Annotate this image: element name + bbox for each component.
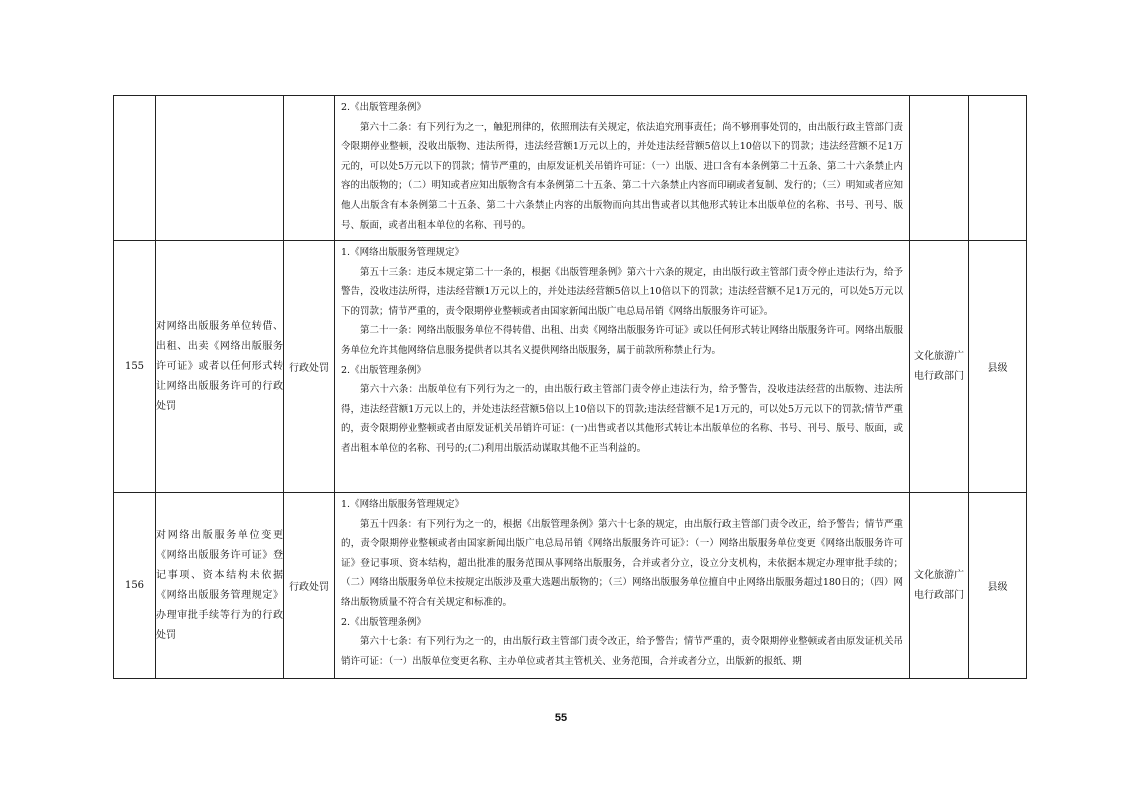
basis-paragraph: 第六十七条：有下列行为之一的，由出版行政主管部门责令改正，给予警告；情节严重的，责令限期停业整顿或者由原发证机关吊销许可证：（一）出版单位变更名称、主办单位或者其主管机关、业务范围，合并或者分立，出版新的报纸、期 [341,636,903,667]
item-name: 对网络出版服务单位变更《网络出版服务许可证》登记事项、资本结构未依据《网络出版服务管理规定》办理审批手续等行为的行政处罚 [156,493,284,679]
penalty-type [284,96,335,241]
level: 县级 [969,493,1027,679]
department: 文化旅游广电行政部门 [910,493,969,679]
legal-basis-cell [335,96,910,241]
basis-paragraph: 第五十三条：违反本规定第二十一条的，根据《出版管理条例》第六十六条的规定，由出版行政主管部门责令停止违法行为，给予警告，没收违法所得，违法经营额1万元以上的，并处违法经营额5倍以上10倍以下的罚款；违法经营额不足1万元的，可以处5万元以下的罚款；情节严重的，责令限期停业整顿或者由国家新闻出版广电总局吊销《网络出版服务许可证》。 [341,266,903,317]
legal-basis-cell [335,241,910,493]
item-name: 对网络出版服务单位转借、出租、出卖《网络出版服务许可证》或者以任何形式转让网络出版服务许可的行政处罚 [156,241,284,493]
regulation-table [113,95,1027,679]
basis-paragraph: 1.《网络出版服务管理规定》 [341,499,465,510]
table-row [114,241,1027,493]
department [910,96,969,241]
basis-paragraph: 第二十一条：网络出版服务单位不得转借、出租、出卖《网络出版服务许可证》或以任何形式转让网络出版服务许可。网络出版服务单位允许其他网络信息服务提供者以其名义提供网络出版服务，属于前款所称禁止行为。 [341,325,903,356]
department: 文化旅游广电行政部门 [910,241,969,493]
basis-paragraph: 2.《出版管理条例》 [341,102,427,113]
penalty-type: 行政处罚 [284,493,335,679]
penalty-type: 行政处罚 [284,241,335,493]
basis-paragraph: 2.《出版管理条例》 [341,616,427,628]
basis-paragraph: 第六十二条：有下列行为之一，触犯刑律的，依照刑法有关规定，依法追究刑事责任；尚不够刑事处罚的，由出版行政主管部门责令限期停业整顿，没收出版物、违法所得，违法经营额1万元以上的，并处违法经营额5倍以上10倍以下的罚款；违法经营额不足1万元的，可以处5万元以下的罚款；情节严重的，由原发证机关吊销许可证：（一）出版、进口含有本条例第二十五条、第二十六条禁止内容的出版物的；（二）明知或者应知出版物含有本条例第二十五条、第二十六条禁止内容而印刷或者复制、发行的；（三）明知或者应知他人出版含有本条例第二十五条、第二十六条禁止内容的出版物而向其出售或者以其他形式转让本出版单位的名称、书号、刊号、版号、版面，或者出租本单位的名称、刊号的。 [341,121,903,231]
row-number: 156 [114,493,156,679]
basis-paragraph: 第五十四条：有下列行为之一的，根据《出版管理条例》第六十七条的规定，由出版行政主管部门责令改正，给予警告；情节严重的，责令限期停业整顿或者由国家新闻出版广电总局吊销《网络出版服务许可证》：（一）网络出版服务单位变更《网络出版服务许可证》登记事项、资本结构，超出批准的服务范围从事网络出版服务，合并或者分立，设立分支机构，未依据本规定办理审批手续的；（二）网络出版服务单位未按规定出版涉及重大选题出版物的；（三）网络出版服务单位擅自中止网络出版服务超过180日的；（四）网络出版物质量不符合有关规定和标准的。 [341,518,903,608]
row-number: 155 [114,241,156,493]
legal-basis-cell [335,493,910,679]
table-row [114,493,1027,679]
basis-paragraph: 2.《出版管理条例》 [341,364,427,376]
basis-paragraph: 1.《网络出版服务管理规定》 [341,247,465,258]
table-row [114,96,1027,241]
page-number: 55 [554,712,568,724]
basis-paragraph: 第六十六条：出版单位有下列行为之一的，由出版行政主管部门责令停止违法行为，给予警告，没收违法经营的出版物、违法所得，违法经营额1万元以上的，并处违法经营额5倍以上10倍以下的罚款;违法经营额不足1万元的，可以处5万元以下的罚款;情节严重的，责令限期停业整顿或者由原发证机关吊销许可证：(一)出售或者以其他形式转让本出版单位的名称、书号、刊号、版号、版面，或者出租本单位的名称、刊号的;(二)利用出版活动谋取其他不正当利益的。 [341,384,903,454]
level: 县级 [969,241,1027,493]
item-name [156,96,284,241]
level [969,96,1027,241]
row-number [114,96,156,241]
